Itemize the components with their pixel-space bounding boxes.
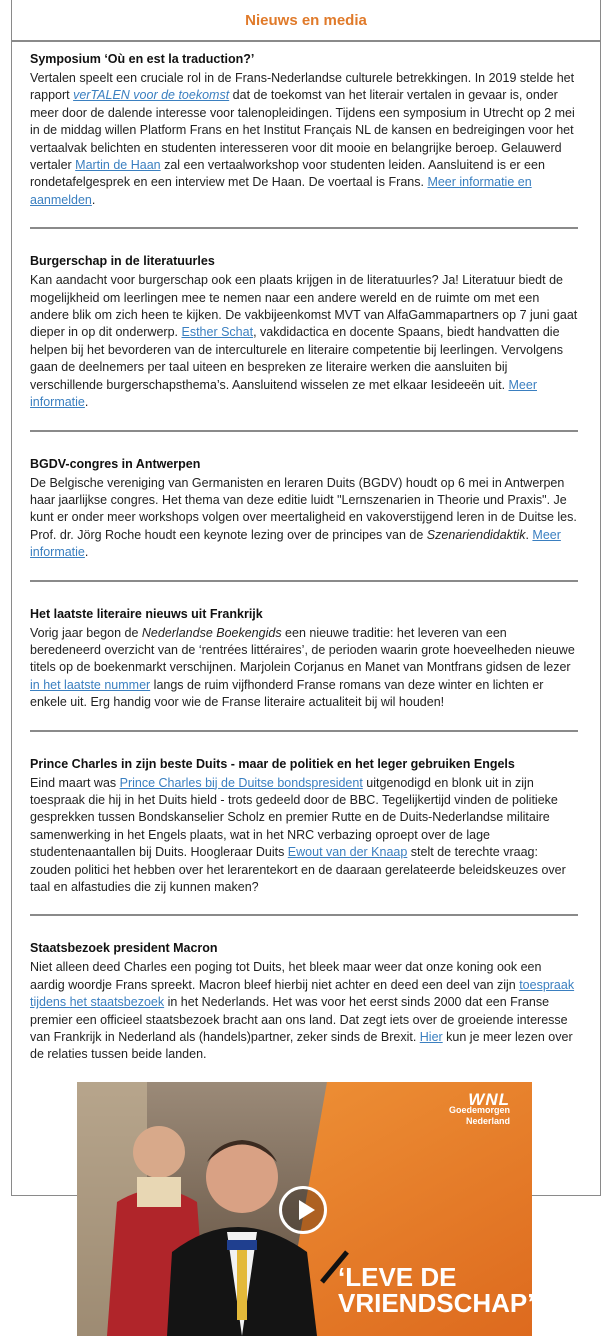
article-emphasis: Nederlandse Boekengids [141, 625, 282, 640]
video-thumbnail[interactable] [77, 1082, 535, 1336]
divider [30, 914, 578, 916]
article-text: langs de ruim vijfhonderd Franse romans van deze winter en lichten er enkele uit. Erg handig voor wie de Franse literaire actualiteit bij wil houden! [30, 677, 544, 710]
article-body [30, 475, 578, 562]
article-link[interactable]: Ewout van der Knaap [287, 845, 408, 860]
article-text: in het Nederlands. Het was voor het eerst sinds 2000 dat een Franse premier een officieel staatsbezoek bracht aan ons land. Dat zegt iets over de groeiende interesse van Frankrijk in Nederland als (handels)partner, zeker sinds de Brexit. [30, 995, 568, 1045]
article [30, 42, 578, 209]
divider [30, 580, 578, 582]
divider [30, 730, 578, 732]
article-text: . [84, 545, 89, 560]
section-title: Nieuws en media [245, 11, 367, 29]
article-link[interactable]: Esther Schat [181, 325, 254, 340]
article-text: een nieuwe traditie: het leveren van een beredeneerd overzicht van de ‘rentrées littéraires’, de perioden waarin grote hoeveelheden nieuwe titels op de boekenmarkt verschijnen. Marjolein Corjanus en Manet van Montfrans gidsen de lezer [30, 625, 575, 675]
article-text: Vertalen speelt een cruciale rol in de Frans-Nederlandse culturele betrekkingen. In 2019 stelde het rapport [30, 71, 575, 103]
article-text: Kan aandacht voor burgerschap ook een plaats krijgen in de literatuurles? Ja! Literatuur biedt de mogelijkheid om leerlingen mee te nemen naar een andere wereld en de ruimte om met een andere blik om zich heen te kijken. De vakbijeenkomst MVT van AlfaGammapartners op 7 juni gaat dieper in op dit onderwerp. [30, 273, 578, 340]
article-link[interactable]: Meer informatie en aanmelden [30, 175, 532, 207]
article-link[interactable]: Meer informatie [30, 377, 537, 410]
article-text: , vakdidactica en docente Spaans, biedt handvatten die helpen bij het bevorderen van de interculturele en literaire competentie bij leerlingen. Vervolgens gaan de deelnemers per taal uiteen en bespreken ze literaire werken die aansluiten bij verschillende burgerschapsthema’s. Aansluitend wisselen ze met elkaar Iesideeën uit. [30, 325, 563, 392]
wnl-logo [448, 1089, 510, 1127]
divider [30, 430, 578, 432]
divider [30, 227, 578, 229]
newsletter-frame [11, 0, 601, 1318]
article-link[interactable]: verTALEN voor de toekomst [73, 88, 230, 103]
article-text: uitgenodigd en blonk uit in zijn toespraak die hij in het Duits hield - trots gedeeld door de BBC. Tegelijkertijd vinden de politieke gesprekken tussen Bondskanselier Scholz en premier Rutte en de Duits-Nederlandse militaire samenwerking in het Engels plaats, wat in het NRC verbazing oproept over de lage studentenaantallen bij Duits. Hoogleraar Duits [30, 775, 558, 860]
article-title: Burgerschap in de literatuurles [30, 254, 215, 269]
article-link[interactable]: Martin de Haan [75, 158, 161, 173]
article [30, 931, 578, 1063]
article-link[interactable]: Hier [419, 1030, 443, 1045]
section-header [12, 0, 600, 42]
article-body [30, 70, 578, 209]
article-text: De Belgische vereniging van Germanisten en leraren Duits (BGDV) houdt op 6 mei in Antwerpen haar jaarlijkse congres. Het thema van deze editie luidt "Lernszenarien in Theorie und Praxis". Je kunt er onder meer workshops volgen over meertaligheid en vakoverstijgend leren in de Duitse les. Prof. dr. Jörg Roche houdt een keynote lezing over de principes van de [30, 475, 577, 542]
play-button-icon[interactable] [279, 1186, 327, 1234]
wnl-logo-subtitle-2: Nederland [465, 1115, 510, 1126]
article-text: . [84, 395, 89, 410]
article-body [30, 775, 578, 897]
article-link[interactable]: in het laatste nummer [30, 677, 151, 692]
article-title: Staatsbezoek president Macron [30, 941, 218, 956]
article-text: . [525, 527, 533, 542]
news-list [12, 42, 600, 1336]
article-text: zal een vertaalworkshop voor studenten leiden. Aansluitend is er een rondetafelgesprek en een interview met De Haan. De voertaal is Frans. [30, 158, 545, 190]
article-text: Eind maart was [30, 775, 120, 790]
article-text: kun je meer lezen over de relaties tussen beide landen. [30, 1030, 573, 1062]
article-text: Vorig jaar begon de [30, 625, 142, 640]
article-title: Prince Charles in zijn beste Duits - maar de politiek en het leger gebruiken Engels [30, 756, 515, 771]
article [30, 597, 578, 712]
video-caption-line-2: VRIENDSCHAP’ [338, 1287, 535, 1318]
article-text: stelt de terechte vraag: zouden politici het hebben over het lerarentekort en de daaraan gerelateerde beleidskeuzes over taal en alfastudies die zij kunnen maken? [30, 845, 566, 894]
article-body [30, 625, 578, 712]
article-link[interactable]: toespraak tijdens het staatsbezoek [30, 977, 575, 1010]
article-body [30, 272, 578, 411]
article-text: dat de toekomst van het literair vertalen in gevaar is, onder meer door de dalende interesse voor talenopleidingen. Tijdens een symposium in Utrecht op 2 mei in de middag willen Platform Frans en het Institut Français NL de kansen en bedreigingen voor het vertaalvak belichten en studenten interesseren voor dit mooie en belangrijke beroep. Gelauwerd vertaler [30, 88, 575, 173]
article-text: Niet alleen deed Charles een poging tot Duits, het bleek maar weer dat onze koning ook een aardig woordje Frans spreekt. Macron bleef hierbij niet achter en deed een deel van zijn [30, 960, 542, 992]
article-link[interactable]: Prince Charles bij de Duitse bondspresident [119, 775, 363, 790]
article-title: Het laatste literaire nieuws uit Frankrijk [30, 606, 263, 621]
video-caption-line-1: ‘LEVE DE [338, 1261, 457, 1292]
wnl-logo-text: WNL [468, 1089, 510, 1109]
article [30, 447, 578, 562]
article-title: BGDV-congres in Antwerpen [30, 456, 201, 471]
article-link[interactable]: Meer informatie [30, 527, 561, 560]
article-title: Symposium ‘Où en est la traduction?’ [30, 52, 255, 66]
article-emphasis: Szenariendidaktik [426, 527, 526, 542]
article [30, 747, 578, 897]
article [30, 244, 578, 411]
video-caption [338, 1261, 535, 1318]
article-body [30, 959, 578, 1063]
article-text: . [91, 192, 96, 207]
wnl-logo-subtitle-1: Goedemorgen [448, 1104, 510, 1115]
